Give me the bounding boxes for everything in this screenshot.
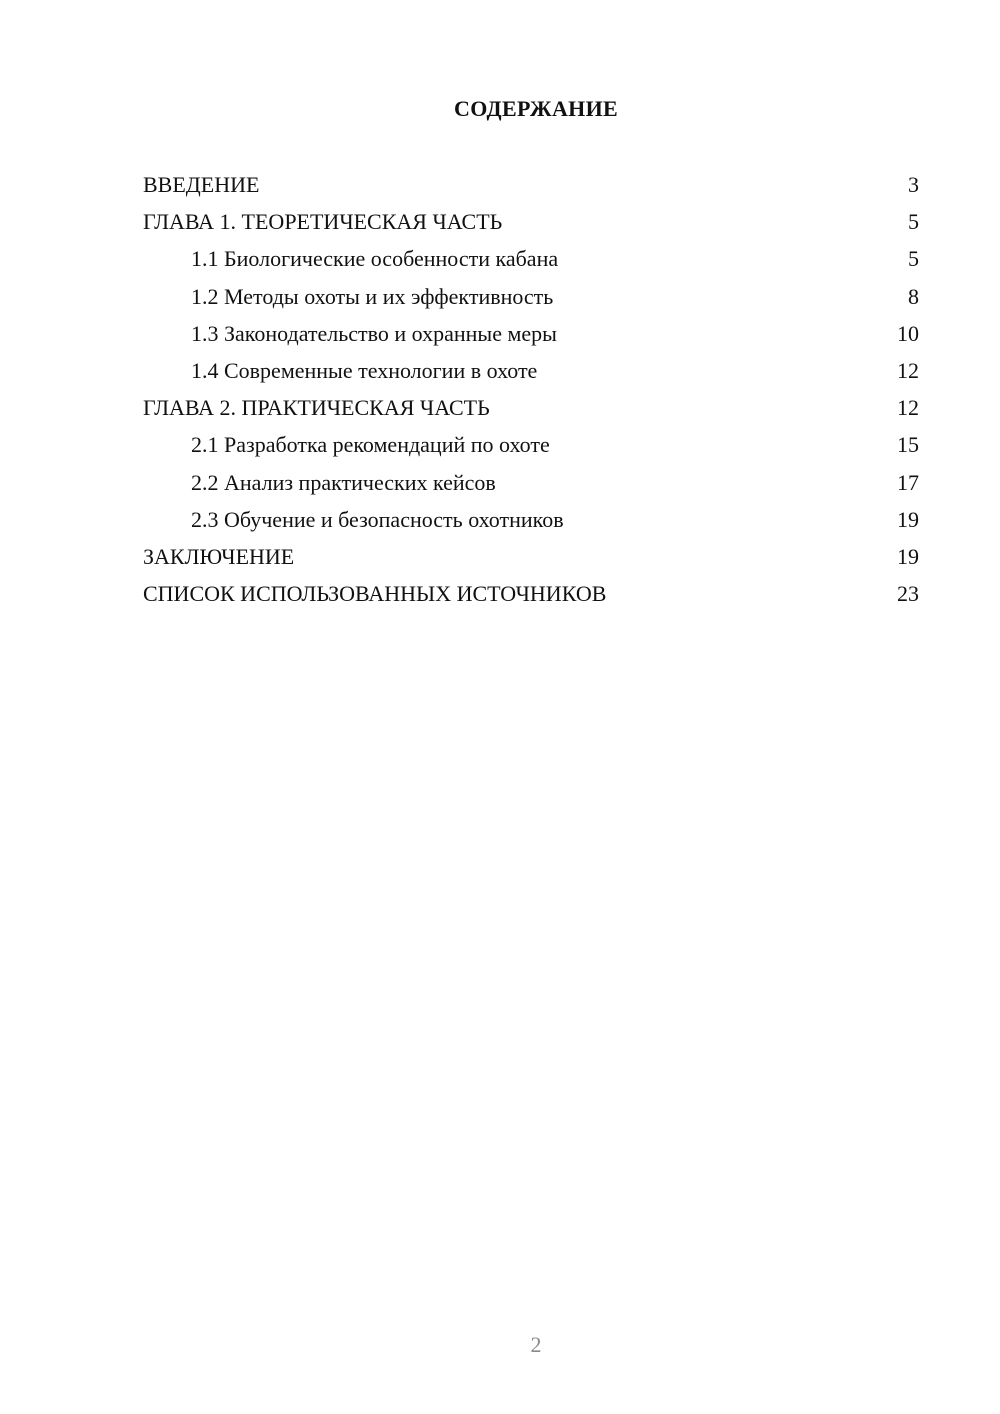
toc-entry	[143, 538, 919, 575]
toc-entry-title: 1.3 Законодательство и охранные меры	[191, 320, 557, 346]
toc-subentry	[143, 426, 919, 463]
toc-entry-title: 1.4 Современные технологии в охоте	[191, 357, 538, 383]
toc-subentry	[143, 501, 919, 538]
toc-entry-page: 19	[897, 506, 919, 532]
toc-entry-title: ГЛАВА 2. ПРАКТИЧЕСКАЯ ЧАСТЬ	[143, 395, 490, 421]
toc-entry-page: 15	[897, 432, 919, 458]
toc-entry	[143, 166, 919, 203]
toc-entry-page: 5	[908, 209, 919, 235]
toc-subentry	[143, 464, 919, 501]
toc-entry-page: 12	[897, 357, 919, 383]
toc-subentry	[143, 240, 919, 277]
toc-subentry	[143, 278, 919, 315]
toc-entry-page: 10	[897, 320, 919, 346]
toc-entry-page: 19	[897, 543, 919, 569]
page-number: 2	[530, 1332, 542, 1357]
toc-entry-page: 5	[908, 246, 919, 272]
toc-entry	[143, 575, 919, 612]
toc-entry-page: 3	[908, 172, 919, 197]
toc-entry	[143, 389, 919, 426]
toc-entry-title: ЗАКЛЮЧЕНИЕ	[143, 543, 295, 569]
toc-heading: СОДЕРЖАНИЕ	[454, 96, 618, 121]
table-of-contents	[143, 166, 919, 612]
toc-entry-page: 12	[897, 395, 919, 421]
toc-entry-title: 1.1 Биологические особенности кабана	[191, 246, 559, 272]
toc-entry-title: ВВЕДЕНИЕ	[143, 172, 260, 197]
toc-entry-title: 2.2 Анализ практических кейсов	[191, 469, 496, 495]
toc-entry-title: 1.2 Методы охоты и их эффективность	[191, 283, 554, 309]
toc-entry-title: ГЛАВА 1. ТЕОРЕТИЧЕСКАЯ ЧАСТЬ	[143, 209, 503, 235]
toc-entry-title: СПИСОК ИСПОЛЬЗОВАННЫХ ИСТОЧНИКОВ	[143, 581, 607, 607]
toc-subentry	[143, 352, 919, 389]
toc-entry	[143, 203, 919, 240]
toc-subentry	[143, 315, 919, 352]
toc-entry-page: 8	[908, 283, 919, 309]
toc-entry-page: 23	[897, 581, 919, 607]
toc-entry-title: 2.3 Обучение и безопасность охотников	[191, 506, 564, 532]
toc-entry-page: 17	[897, 469, 919, 495]
toc-entry-title: 2.1 Разработка рекомендаций по охоте	[191, 432, 550, 458]
